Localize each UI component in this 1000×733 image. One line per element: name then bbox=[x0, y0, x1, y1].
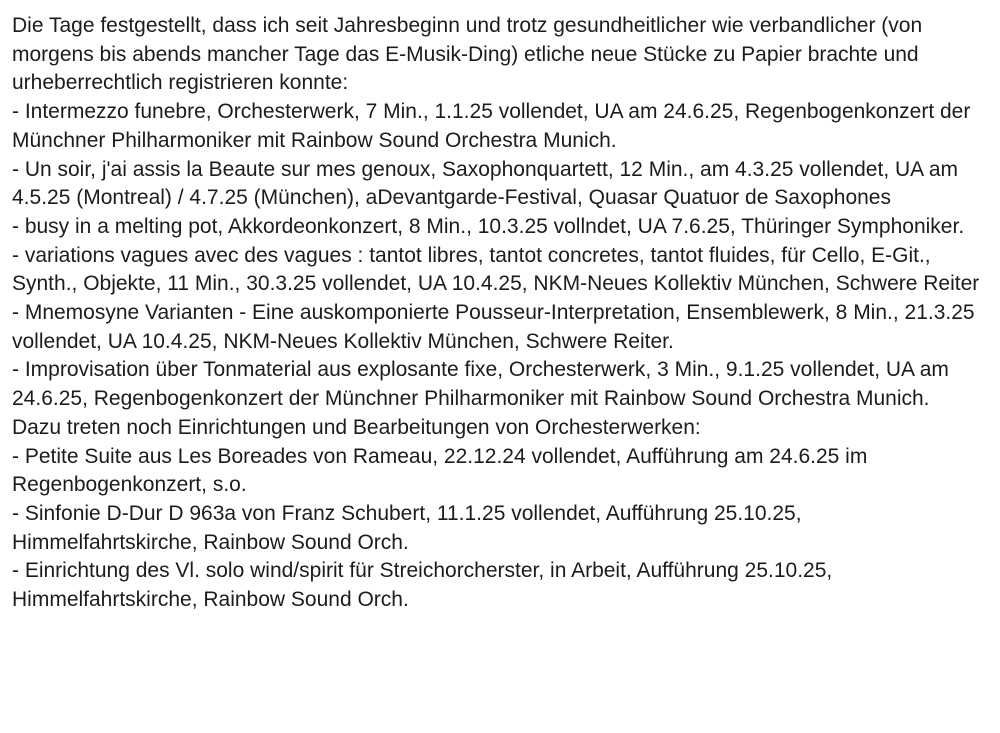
list-item-improvisation: - Improvisation über Tonmaterial aus explosante fixe, Orchesterwerk, 3 Min., 9.1.25 vollendet, UA am 24.6.25, Regenbogenkonzert der Münchner Philharmoniker mit Rainbow Sound Orchestra Munich. bbox=[12, 358, 949, 411]
list-item-un-soir: - Un soir, j'ai assis la Beaute sur mes genoux, Saxophonquartett, 12 Min., am 4.3.25 vollendet, UA am 4.5.25 (Montreal) / 4.7.25 (München), aDevantgarde-Festival, Quasar Quatuor de Saxophones bbox=[12, 157, 959, 210]
list-item-intermezzo-funebre: - Intermezzo funebre, Orchesterwerk, 7 Min., 1.1.25 vollendet, UA am 24.6.25, Regenbogenkonzert der Münchner Philharmoniker mit Rainbow Sound Orchestra Munich. bbox=[12, 100, 971, 152]
list-item-petite-suite: - Petite Suite aus Les Boreades von Rameau, 22.12.24 vollendet, Aufführung am 24.6.25 im Regenbogenkonzert, s.o. bbox=[12, 444, 868, 497]
intro-paragraph: Die Tage festgestellt, dass ich seit Jahresbeginn und trotz gesundheitlicher wie verbandlicher (von morgens bis abends mancher Tage das E-Musik-Ding) etliche neue Stücke zu Papier brachte und urheberrechtlich registrieren konnte: bbox=[12, 14, 923, 95]
list-item-einrichtung-vl-solo: - Einrichtung des Vl. solo wind/spirit für Streichorcherster, in Arbeit, Aufführung 25.10.25, Himmelfahrtskirche, Rainbow Sound Orch. bbox=[12, 559, 833, 612]
list-item-mnemosyne-varianten: - Mnemosyne Varianten - Eine auskomponierte Pousseur-Interpretation, Ensemblewerk, 8 Min., 21.3.25 vollendet, UA 10.4.25, NKM-Neues Kollektiv München, Schwere Reiter. bbox=[12, 301, 975, 353]
list-item-busy-in-a-melting-pot: - busy in a melting pot, Akkordeonkonzert, 8 Min., 10.3.25 vollndet, UA 7.6.25, Thüringer Symphoniker. bbox=[12, 214, 965, 238]
arrangements-heading: Dazu treten noch Einrichtungen und Bearbeitungen von Orchesterwerken: bbox=[12, 415, 701, 439]
list-item-sinfonie-d-dur: - Sinfonie D-Dur D 963a von Franz Schubert, 11.1.25 vollendet, Aufführung 25.10.25, Himmelfahrtskirche, Rainbow Sound Orch. bbox=[12, 501, 802, 554]
list-item-variations-vagues: - variations vagues avec des vagues : tantot libres, tantot concretes, tantot fluides, für Cello, E-Git., Synth., Objekte, 11 Min., 30.3.25 vollendet, UA 10.4.25, NKM-Neues Kollektiv München, Schwere Reiter bbox=[12, 243, 980, 296]
